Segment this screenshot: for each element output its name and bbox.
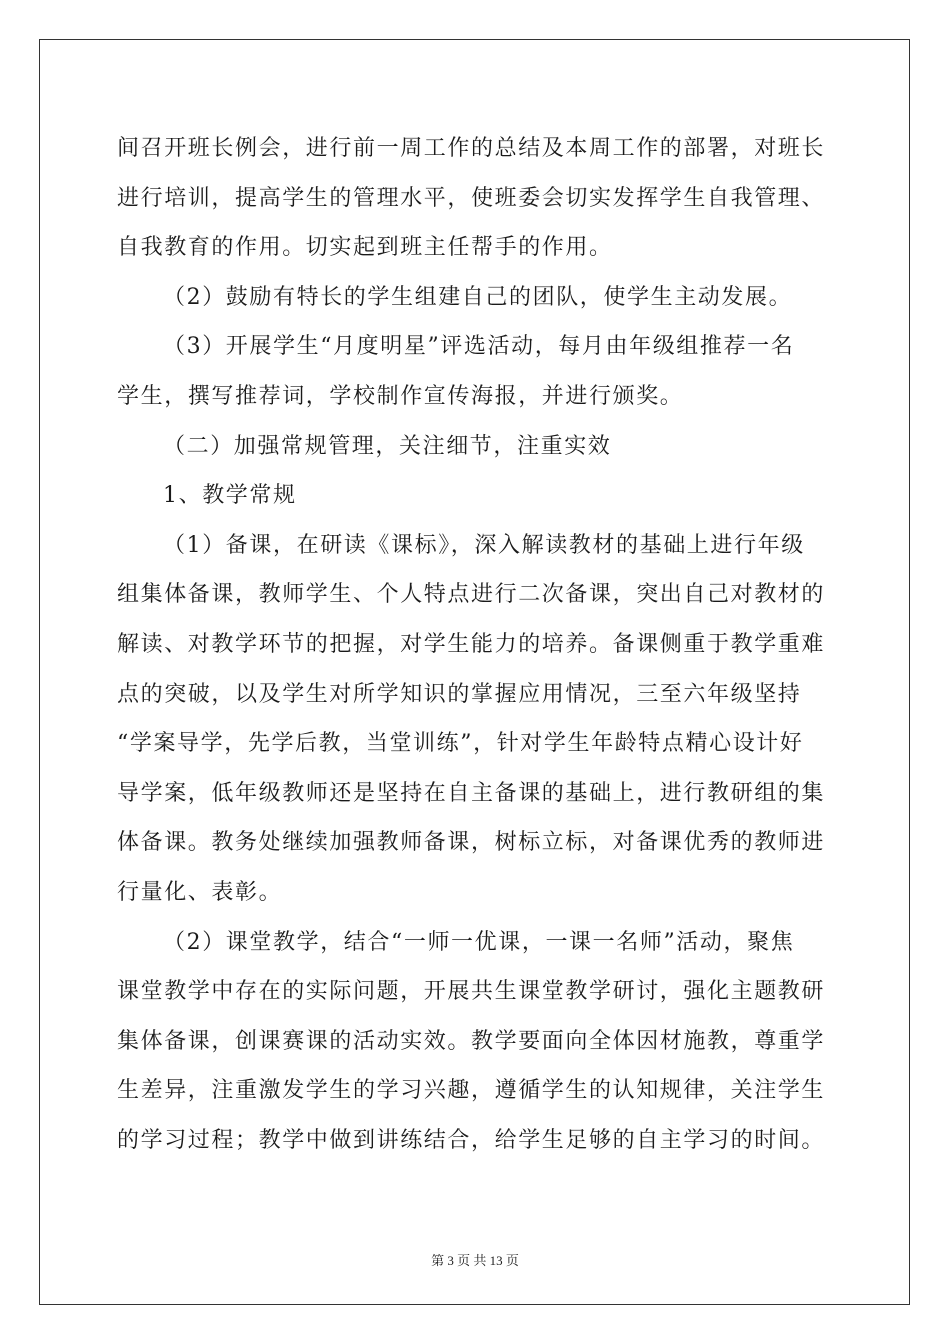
paragraph-start: （1）备课，在研读《课标》，深入解读教材的基础上进行年级 (163, 532, 805, 558)
text-line: 课堂教学中存在的实际问题，开展共生课堂教学研讨，强化主题教研 (117, 979, 826, 1005)
subsection-heading: 1、教学常规 (163, 483, 297, 509)
text-line: 导学案，低年级教师还是坚持在自主备课的基础上，进行教研组的集 (117, 780, 826, 806)
text-line: 学生，撰写推荐词，学校制作宣传海报，并进行颁奖。 (117, 383, 684, 409)
paragraph-start: （3）开展学生“月度明星”评选活动，每月由年级组推荐一名 (163, 334, 795, 360)
text-line: 自我教育的作用。切实起到班主任帮手的作用。 (117, 235, 613, 261)
text-line: 生差异，注重激发学生的学习兴趣，遵循学生的认知规律，关注学生 (117, 1078, 826, 1104)
text-line: 点的突破，以及学生对所学知识的掌握应用情况，三至六年级坚持 (117, 681, 802, 707)
text-line: 解读、对教学环节的把握，对学生能力的培养。备课侧重于教学重难 (117, 631, 826, 657)
page-number: 第 3 页 共 13 页 (431, 1253, 519, 1268)
text-line: 行量化、表彰。 (117, 879, 283, 905)
paragraph-start: （2）课堂教学，结合“一师一优课，一课一名师”活动，聚焦 (163, 929, 795, 955)
text-line: 组集体备课，教师学生、个人特点进行二次备课，突出自己对教材的 (117, 582, 826, 608)
text-line: 进行培训，提高学生的管理水平，使班委会切实发挥学生自我管理、 (117, 185, 826, 211)
text-line: “学案导学，先学后教，当堂训练”，针对学生年龄特点精心设计好 (117, 731, 804, 757)
text-line: 间召开班长例会，进行前一周工作的总结及本周工作的部署，对班长 (117, 136, 826, 161)
text-line: 的学习过程；教学中做到讲练结合，给学生足够的自主学习的时间。 (117, 1127, 826, 1153)
page-footer (0, 1250, 950, 1269)
paragraph-start: （2）鼓励有特长的学生组建自己的团队，使学生主动发展。 (163, 284, 793, 310)
text-line: 集体备课，创课赛课的活动实效。教学要面向全体因材施教，尊重学 (117, 1028, 826, 1054)
text-line: 体备课。教务处继续加强教师备课，树标立标，对备课优秀的教师进 (117, 830, 826, 856)
document-body (117, 124, 833, 1165)
section-heading: （二）加强常规管理，关注细节，注重实效 (163, 433, 612, 459)
